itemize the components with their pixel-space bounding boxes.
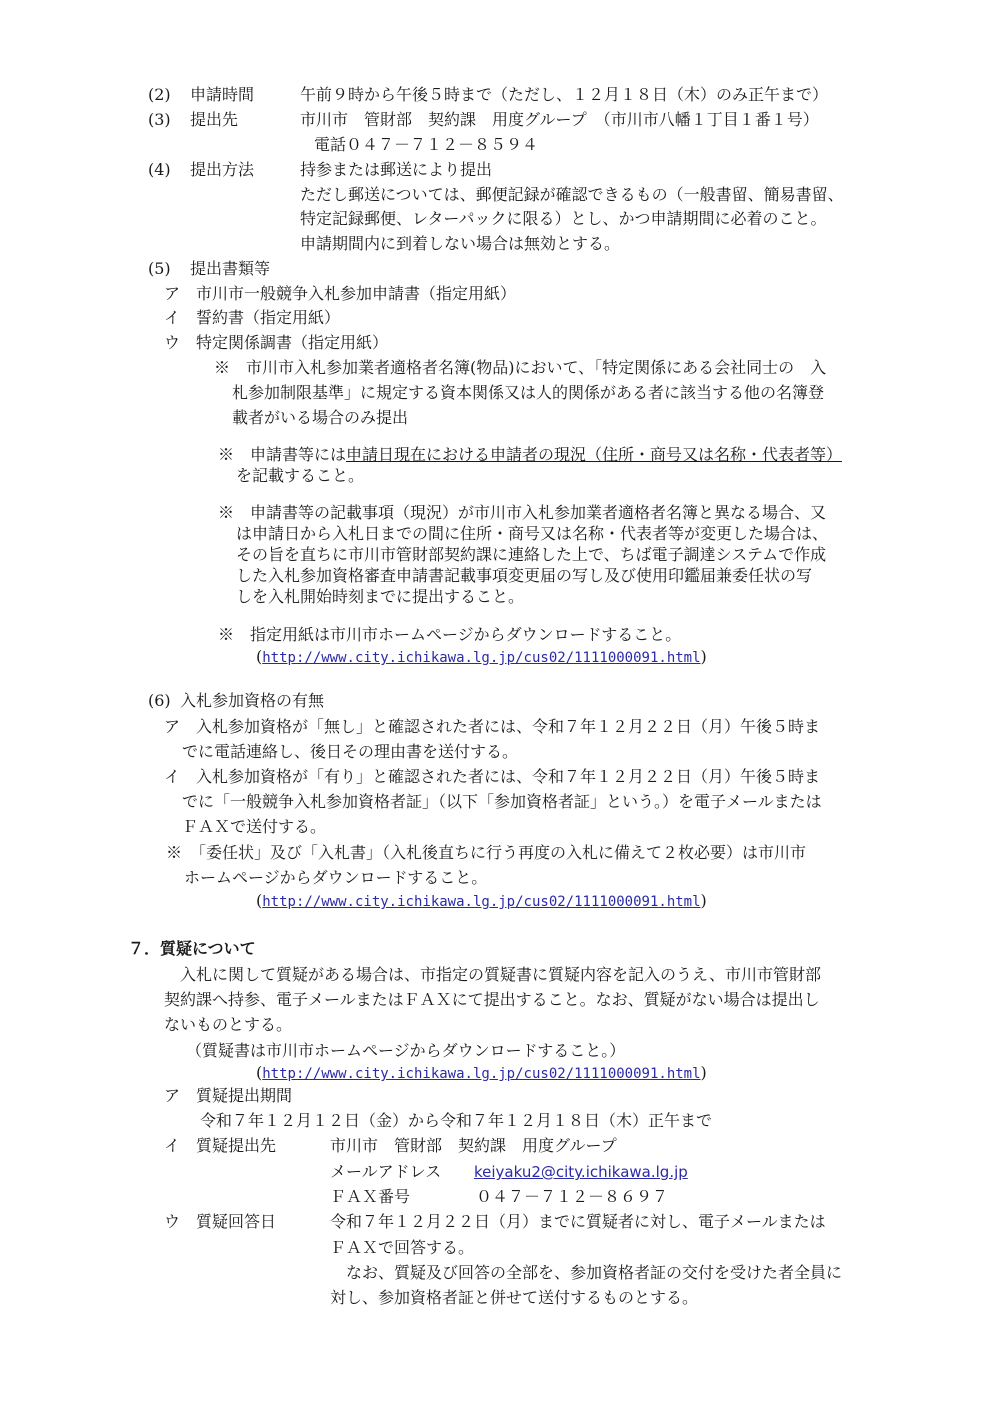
note-3-line: ※ 申請書等の記載事項（現況）が市川市入札参加業者適格者名簿と異なる場合、又: [218, 503, 827, 522]
note-3-line: しを入札開始時刻までに提出すること。: [236, 587, 525, 606]
section-7-paren: （質疑書は市川市ホームページからダウンロードすること。）: [186, 1041, 626, 1060]
mail-label: メールアドレス: [330, 1162, 442, 1181]
item-6-note-line: ※ 「委任状」及び「入札書」（入札後直ちに行う再度の入札に備えて２枚必要）は市川市: [166, 843, 807, 862]
item-4-line: 特定記録郵便、レターパックに限る）とし、かつ申請期間に必着のこと。: [300, 209, 827, 228]
section-7u-line: ＦＡＸで回答する。: [330, 1238, 475, 1257]
section-7u-line: なお、質疑及び回答の全部を、参加資格者証の交付を受けた者全員に: [330, 1263, 843, 1282]
url-line: (http://www.city.ichikawa.lg.jp/cus02/1111000091.html): [256, 891, 707, 910]
url-line: (http://www.city.ichikawa.lg.jp/cus02/1111000091.html): [256, 1063, 707, 1082]
item-4-line: 申請期間内に到着しない場合は無効とする。: [300, 234, 621, 253]
item-4-label: (4): [148, 160, 171, 179]
item-3-tel: 電話０４７－７１２－８５９４: [314, 135, 539, 154]
item-2-text: 午前９時から午後５時まで（ただし、１２月１８日（木）のみ正午まで）: [300, 85, 829, 104]
note-3-line: した入札参加資格審査申請書記載事項変更届の写し及び使用印鑑届兼委任状の写: [236, 566, 813, 585]
item-3-title: 提出先: [190, 110, 239, 129]
section-7a-text: 令和７年１２月１２日（金）から令和７年１２月１８日（木）正午まで: [200, 1111, 713, 1130]
item-3-label: (3): [148, 110, 171, 129]
item-5-title: 提出書類等: [190, 259, 271, 278]
fax-number: ０４７－７１２－８６９７: [476, 1187, 669, 1206]
form-download-link[interactable]: http://www.city.ichikawa.lg.jp/cus02/1111000091.html: [262, 894, 701, 910]
item-5-doc: イ 誓約書（指定用紙）: [164, 308, 341, 327]
section-7-intro-line: 入札に関して質疑がある場合は、市指定の質疑書に質疑内容を記入のうえ、市川市管財部: [180, 965, 821, 984]
item-6i-line: ＦＡＸで送付する。: [182, 817, 327, 836]
section-7i-text: 市川市 管財部 契約課 用度グループ: [330, 1136, 617, 1155]
item-6a-line: でに電話連絡し、後日その理由書を送付する。: [182, 742, 519, 761]
section-7-heading: ７．質疑について: [128, 939, 256, 958]
note-3-line: その旨を直ちに市川市管財部契約課に連絡した上で、ちば電子調達システムで作成: [236, 545, 827, 564]
email-link[interactable]: keiyaku2@city.ichikawa.lg.jp: [474, 1163, 688, 1181]
section-7u-line: 対し、参加資格者証と併せて送付するものとする。: [330, 1288, 699, 1307]
note-2-prefix: ※ 申請書等には: [218, 445, 347, 464]
item-5-doc: ア 市川市一般競争入札参加申請書（指定用紙）: [164, 284, 517, 303]
url-line: (http://www.city.ichikawa.lg.jp/cus02/1111000091.html): [256, 647, 707, 666]
mail-row: [474, 1161, 688, 1183]
item-6-note-line: ホームページからダウンロードすること。: [184, 868, 488, 887]
note-4-line: ※ 指定用紙は市川市ホームページからダウンロードすること。: [218, 625, 682, 644]
item-6a-line: ア 入札参加資格が「無し」と確認された者には、令和７年１２月２２日（月）午後５時ま: [164, 717, 821, 736]
note-1-line: 札参加制限基準」に規定する資本関係又は人的関係がある者に該当する他の名簿登: [232, 383, 825, 402]
form-download-link[interactable]: http://www.city.ichikawa.lg.jp/cus02/1111000091.html: [262, 650, 701, 666]
item-4-title: 提出方法: [190, 160, 255, 179]
section-7a-title: ア 質疑提出期間: [164, 1086, 293, 1105]
item-2-label: (2): [148, 85, 171, 104]
item-5-label: (5): [148, 259, 171, 278]
section-7-intro-line: 契約課へ持参、電子メールまたはＦＡＸにて提出すること。なお、質疑がない場合は提出し: [164, 990, 820, 1009]
item-6i-line: でに「一般競争入札参加資格者証」（以下「参加資格者証」という。）を電子メールまたは: [182, 792, 822, 811]
item-3-text: 市川市 管財部 契約課 用度グループ （市川市八幡１丁目１番１号）: [300, 110, 819, 129]
question-form-link[interactable]: http://www.city.ichikawa.lg.jp/cus02/1111000091.html: [262, 1066, 701, 1082]
section-7i-title: イ 質疑提出先: [164, 1136, 277, 1155]
item-2-title: 申請時間: [190, 85, 255, 104]
item-5-doc: ウ 特定関係調書（指定用紙）: [164, 333, 389, 352]
note-1-line: ※ 市川市入札参加業者適格者名簿(物品)において、｢特定関係にある会社同士の 入: [214, 358, 827, 377]
section-7u-title: ウ 質疑回答日: [164, 1212, 277, 1231]
fax-label: ＦＡＸ番号: [330, 1187, 411, 1206]
section-7-intro-line: ないものとする。: [164, 1015, 293, 1034]
item-6-label: (6): [148, 691, 171, 710]
note-3-line: は申請日から入札日までの間に住所・商号又は名称・代表者等が変更した場合は、: [236, 524, 829, 543]
note-2-line: [218, 444, 842, 466]
item-6-title: 入札参加資格の有無: [180, 691, 325, 710]
note-2-line: を記載すること。: [236, 466, 365, 485]
note-1-line: 載者がいる場合のみ提出: [232, 408, 409, 427]
item-4-line: ただし郵送については、郵便記録が確認できるもの（一般書留、簡易書留、: [300, 185, 844, 204]
note-2-underlined: 申請日現在における申請者の現況（住所・商号又は名称・代表者等）: [346, 445, 843, 464]
item-4-line: 持参または郵送により提出: [300, 160, 493, 179]
item-6i-line: イ 入札参加資格が「有り」と確認された者には、令和７年１２月２２日（月）午後５時ま: [164, 767, 821, 786]
section-7u-line: 令和７年１２月２２日（月）までに質疑者に対し、電子メールまたは: [330, 1212, 826, 1231]
